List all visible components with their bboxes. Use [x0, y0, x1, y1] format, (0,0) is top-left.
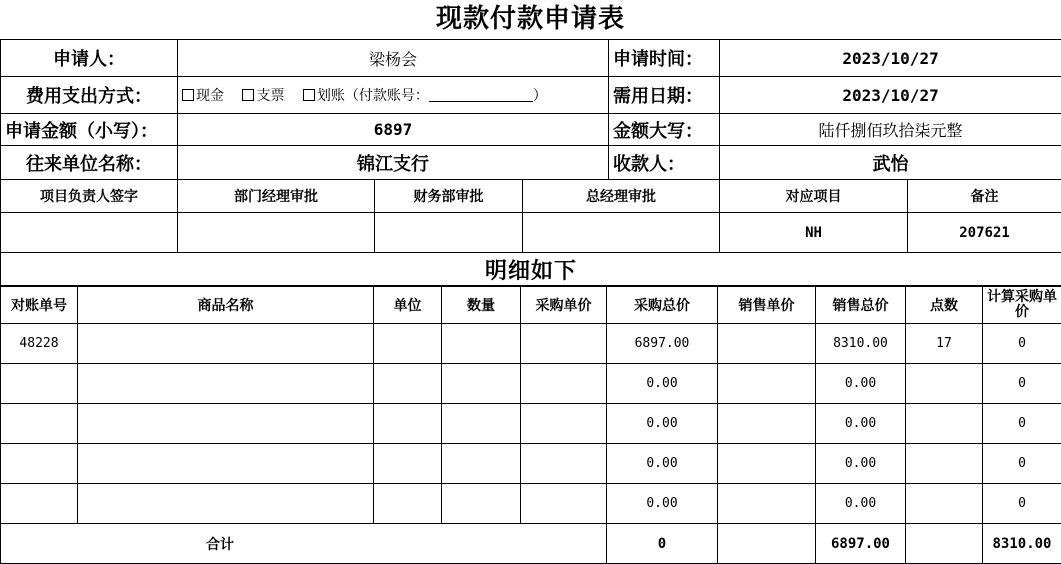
check-checkbox-icon[interactable] [242, 89, 254, 101]
total-purchase-total: 6897.00 [816, 524, 906, 564]
need-date-value: 2023/10/27 [720, 77, 1061, 114]
account-suffix: ） [533, 88, 547, 104]
col-points: 点数 [906, 287, 983, 324]
cell-purchase-price [521, 324, 607, 364]
cell-calc-purchase-price: 0 [983, 484, 1061, 524]
need-date-label: 需用日期： [609, 77, 720, 114]
cell-quantity [442, 364, 521, 404]
col-unit: 单位 [374, 287, 442, 324]
total-purchase-price-empty [718, 524, 816, 564]
option-cash[interactable] [182, 88, 224, 104]
total-sale-total: 8310.00 [983, 524, 1061, 564]
row-approval-values [1, 213, 1061, 253]
cell-sale-price [718, 484, 816, 524]
cell-unit [374, 324, 442, 364]
cell-product-name [78, 404, 374, 444]
cell-statement-no [1, 444, 78, 484]
approval-project-lead-signature[interactable] [1, 213, 178, 253]
cell-calc-purchase-price: 0 [983, 444, 1061, 484]
option-transfer[interactable] [303, 88, 345, 104]
request-header-table [0, 39, 1061, 286]
cell-purchase-price [521, 444, 607, 484]
col-sale-total: 销售总价 [816, 287, 906, 324]
cell-purchase-price [521, 364, 607, 404]
detail-title: 明细如下 [1, 253, 1061, 286]
cell-product-name [78, 324, 374, 364]
total-label: 合计 [1, 524, 607, 564]
cell-unit [374, 444, 442, 484]
approval-header-project-lead: 项目负责人签字 [1, 180, 178, 213]
cell-points [906, 404, 983, 444]
cell-calc-purchase-price: 0 [983, 364, 1061, 404]
approval-finance-signature[interactable] [375, 213, 523, 253]
cell-points: 17 [906, 324, 983, 364]
approval-general-manager-signature[interactable] [523, 213, 720, 253]
payee-value: 武怡 [720, 146, 1061, 180]
cell-sale-total: 0.00 [816, 484, 906, 524]
approval-header-finance: 财务部审批 [375, 180, 523, 213]
cell-purchase-total: 0.00 [607, 404, 718, 444]
cell-sale-price [718, 444, 816, 484]
counterparty-value: 锦江支行 [178, 146, 609, 180]
approval-project-value: NH [720, 213, 908, 253]
table-row [1, 324, 1061, 364]
cell-sale-price [718, 324, 816, 364]
row-applicant [1, 40, 1061, 77]
total-row [1, 524, 1061, 564]
cell-sale-total: 0.00 [816, 404, 906, 444]
col-calc-purchase-price: 计算采购单价 [983, 287, 1061, 324]
cell-product-name [78, 364, 374, 404]
cell-purchase-total: 0.00 [607, 484, 718, 524]
table-row [1, 444, 1061, 484]
cell-sale-price [718, 404, 816, 444]
cell-purchase-price [521, 404, 607, 444]
total-sale-price-empty [906, 524, 983, 564]
cell-quantity [442, 324, 521, 364]
cell-statement-no: 48228 [1, 324, 78, 364]
cell-unit [374, 404, 442, 444]
payment-method-options [178, 77, 609, 114]
cell-points [906, 364, 983, 404]
cell-sale-price [718, 364, 816, 404]
row-approval-headers [1, 180, 1061, 213]
cell-quantity [442, 444, 521, 484]
cell-product-name [78, 484, 374, 524]
cell-calc-purchase-price: 0 [983, 404, 1061, 444]
cell-purchase-price [521, 484, 607, 524]
cell-sale-total: 0.00 [816, 364, 906, 404]
payee-label: 收款人： [609, 146, 720, 180]
amount-upper-value: 陆仟捌佰玖拾柒元整 [720, 114, 1061, 146]
cell-statement-no [1, 404, 78, 444]
cell-points [906, 444, 983, 484]
applicant-label: 申请人： [1, 40, 178, 77]
table-row [1, 364, 1061, 404]
cell-statement-no [1, 364, 78, 404]
transfer-checkbox-icon[interactable] [303, 89, 315, 101]
form-title: 现款付款申请表 [0, 0, 1061, 39]
detail-header-row [1, 287, 1061, 324]
col-statement-no: 对账单号 [1, 287, 78, 324]
cell-quantity [442, 484, 521, 524]
approval-header-general-manager: 总经理审批 [523, 180, 720, 213]
table-row [1, 484, 1061, 524]
cell-calc-purchase-price: 0 [983, 324, 1061, 364]
approval-header-project: 对应项目 [720, 180, 908, 213]
cell-sale-total: 8310.00 [816, 324, 906, 364]
cell-unit [374, 484, 442, 524]
apply-time-label: 申请时间： [609, 40, 720, 77]
total-quantity: 0 [607, 524, 718, 564]
cell-purchase-total: 0.00 [607, 444, 718, 484]
cell-purchase-total: 0.00 [607, 364, 718, 404]
cell-purchase-total: 6897.00 [607, 324, 718, 364]
option-cash-label: 现金 [196, 88, 224, 104]
cell-quantity [442, 404, 521, 444]
option-check-label: 支票 [256, 88, 284, 104]
apply-time-value: 2023/10/27 [720, 40, 1061, 77]
amount-value: 6897 [178, 114, 609, 146]
option-check[interactable] [242, 88, 284, 104]
cell-statement-no [1, 484, 78, 524]
approval-header-dept-manager: 部门经理审批 [178, 180, 375, 213]
col-sale-price: 销售单价 [718, 287, 816, 324]
row-counterparty [1, 146, 1061, 180]
cell-product-name [78, 444, 374, 484]
amount-label: 申请金额（小写）： [1, 114, 178, 146]
applicant-value: 梁杨会 [178, 40, 609, 77]
cell-points [906, 484, 983, 524]
counterparty-label: 往来单位名称： [1, 146, 178, 180]
col-purchase-price: 采购单价 [521, 287, 607, 324]
col-quantity: 数量 [442, 287, 521, 324]
table-row [1, 404, 1061, 444]
col-purchase-total: 采购总价 [607, 287, 718, 324]
detail-table [0, 286, 1061, 564]
account-prefix: （付款账号： [345, 88, 429, 104]
row-amount [1, 114, 1061, 146]
account-number-blank[interactable] [429, 89, 533, 102]
row-detail-title [1, 253, 1061, 286]
cash-checkbox-icon[interactable] [182, 89, 194, 101]
approval-dept-manager-signature[interactable] [178, 213, 375, 253]
amount-upper-label: 金额大写： [609, 114, 720, 146]
col-product-name: 商品名称 [78, 287, 374, 324]
approval-header-remark: 备注 [908, 180, 1061, 213]
cell-unit [374, 364, 442, 404]
approval-remark-value: 207621 [908, 213, 1061, 253]
cell-sale-total: 0.00 [816, 444, 906, 484]
row-payment-method [1, 77, 1061, 114]
option-transfer-label: 划账 [317, 88, 345, 104]
payment-method-label: 费用支出方式： [1, 77, 178, 114]
